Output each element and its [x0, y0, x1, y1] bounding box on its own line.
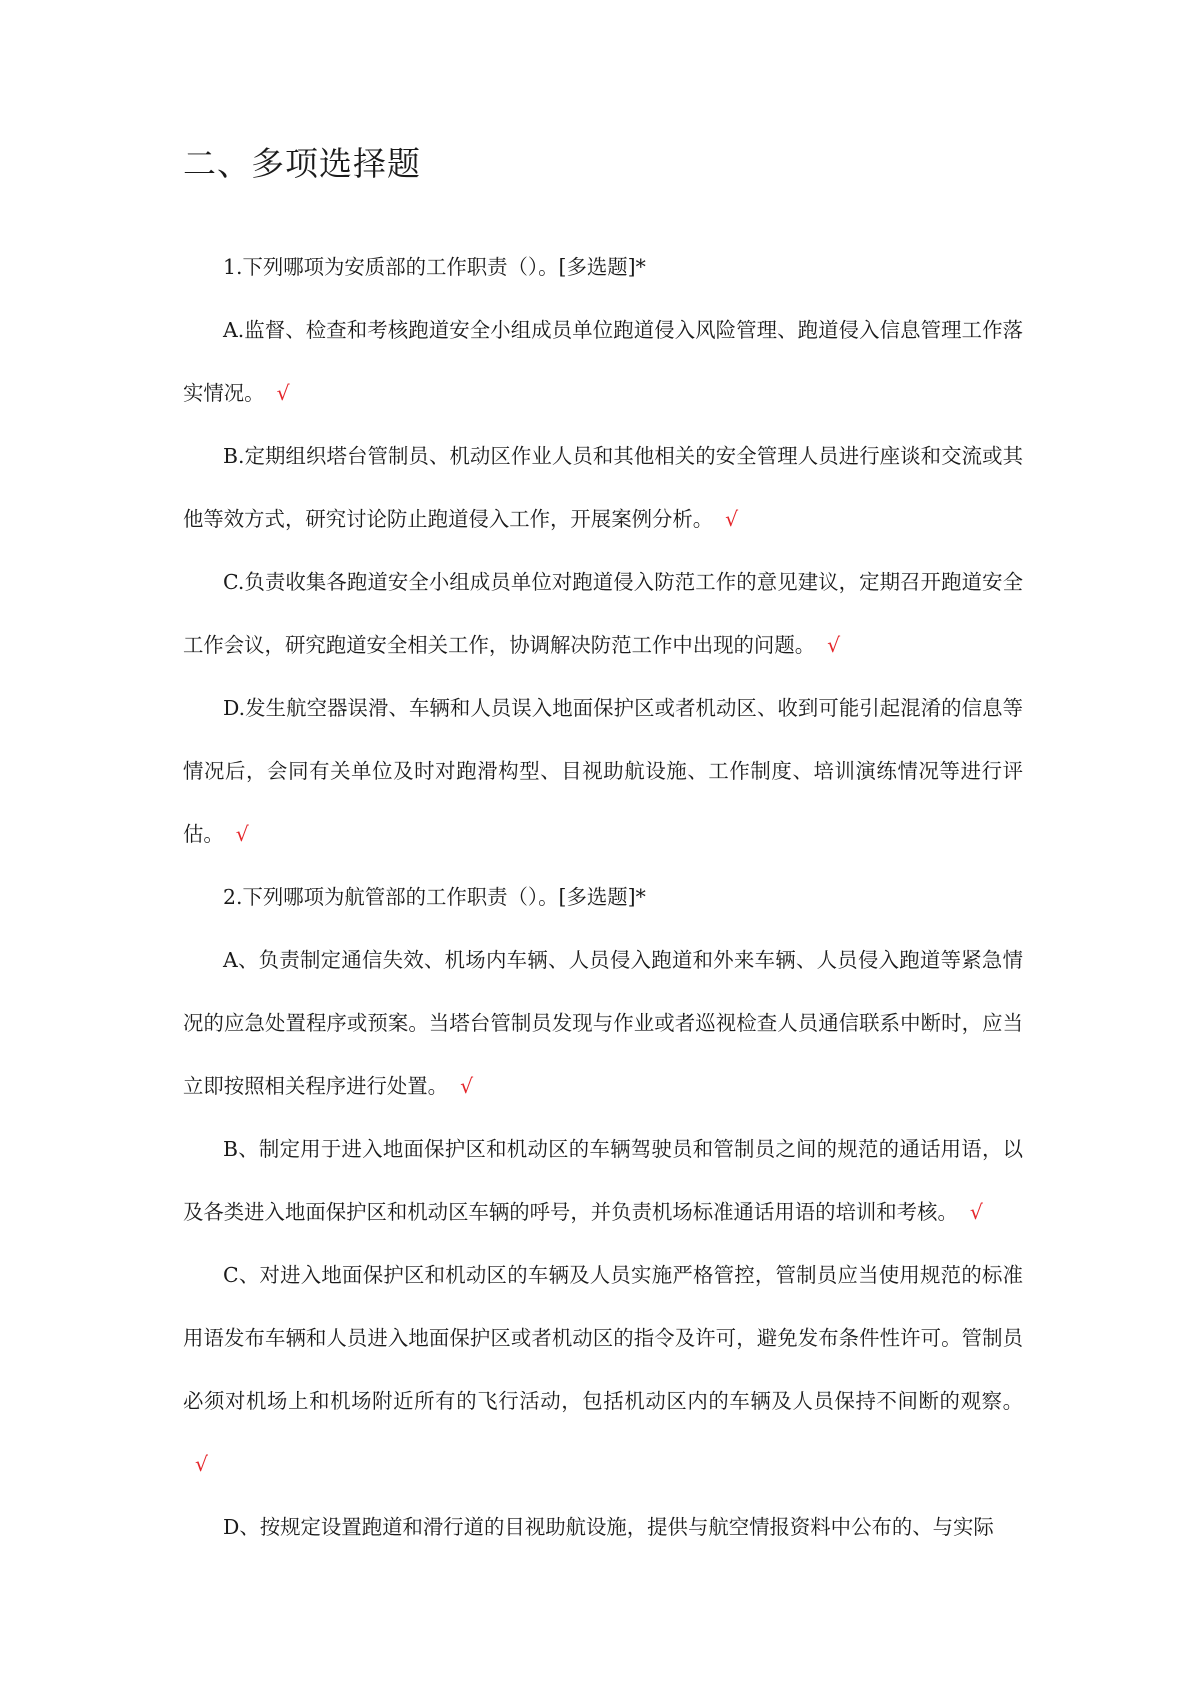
check-mark-icon: √	[276, 381, 290, 405]
question-1-stem: 1.下列哪项为安质部的工作职责（）。[多选题]*	[223, 255, 646, 279]
option-text: C、对进入地面保护区和机动区的车辆及人员实施严格管控，管制员应当使用规范的标准用语发布车辆和人员进入地面保护区或者机动区的指令及许可，避免发布条件性许可。管制员必须对机场上和机场附近所有的飞行活动，包括机动区内的车辆及人员保持不间断的观察。	[183, 1263, 1023, 1413]
option-text: C.负责收集各跑道安全小组成员单位对跑道侵入防范工作的意见建议，定期召开跑道安全工作会议，研究跑道安全相关工作，协调解决防范工作中出现的问题。	[183, 570, 1023, 657]
check-mark-icon: √	[235, 822, 249, 846]
option-text: A.监督、检查和考核跑道安全小组成员单位跑道侵入风险管理、跑道侵入信息管理工作落实情况。	[183, 318, 1023, 405]
question-2-option-b	[183, 1118, 1023, 1244]
option-text: B、制定用于进入地面保护区和机动区的车辆驾驶员和管制员之间的规范的通话用语，以及各类进入地面保护区和机动区车辆的呼号，并负责机场标准通话用语的培训和考核。	[183, 1137, 1023, 1224]
question-2-stem: 2.下列哪项为航管部的工作职责（）。[多选题]*	[223, 885, 646, 909]
option-text: B.定期组织塔台管制员、机动区作业人员和其他相关的安全管理人员进行座谈和交流或其他等效方式，研究讨论防止跑道侵入工作，开展案例分析。	[183, 444, 1023, 531]
option-text: A、负责制定通信失效、机场内车辆、人员侵入跑道和外来车辆、人员侵入跑道等紧急情况的应急处置程序或预案。当塔台管制员发现与作业或者巡视检查人员通信联系中断时，应当立即按照相关程序进行处置。	[183, 948, 1023, 1098]
option-text: D.发生航空器误滑、车辆和人员误入地面保护区或者机动区、收到可能引起混淆的信息等情况后，会同有关单位及时对跑滑构型、目视助航设施、工作制度、培训演练情况等进行评估。	[183, 696, 1023, 846]
question-2-option-a	[183, 929, 1023, 1118]
question-list	[183, 236, 1023, 1559]
option-text: D、按规定设置跑道和滑行道的目视助航设施，提供与航空情报资料中公布的、与实际	[223, 1515, 994, 1539]
section-title: 二、多项选择题	[183, 144, 421, 183]
question-1-option-b	[183, 425, 1023, 551]
check-mark-icon: √	[969, 1200, 983, 1224]
question-2-option-c	[183, 1244, 1023, 1496]
check-mark-icon: √	[725, 507, 739, 531]
question-2-option-d	[183, 1496, 1023, 1559]
check-mark-icon: √	[195, 1452, 208, 1476]
question-1-option-a	[183, 299, 1023, 425]
question-1-option-d	[183, 677, 1023, 866]
check-mark-icon: √	[827, 633, 841, 657]
check-mark-icon: √	[460, 1074, 474, 1098]
question-1-option-c	[183, 551, 1023, 677]
